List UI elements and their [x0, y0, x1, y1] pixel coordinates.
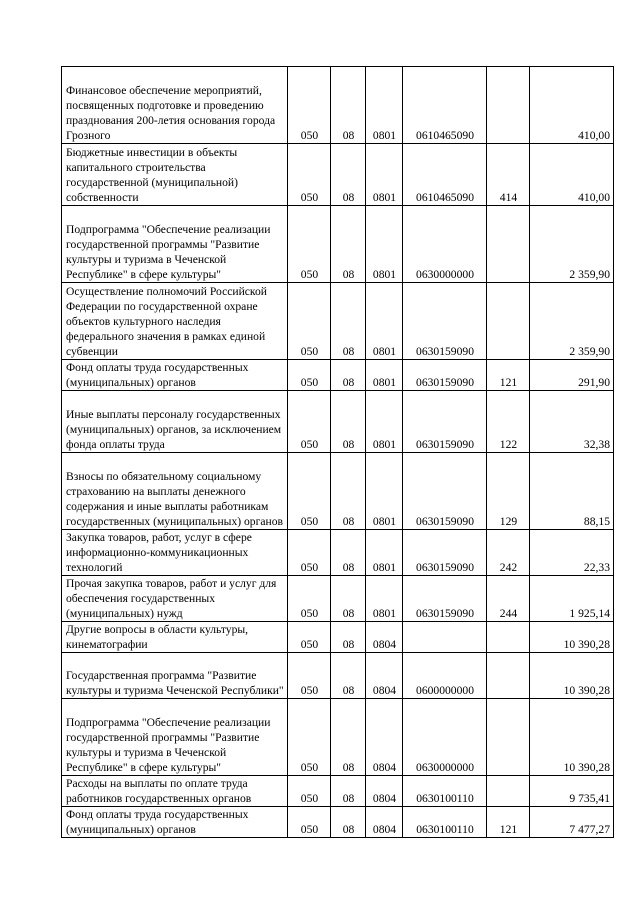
section-code-cell: 08 — [331, 576, 366, 622]
row-name-cell: Иные выплаты персоналу государственных (муниципальных) органов, за исключением фонда оплаты труда — [62, 391, 288, 453]
subsection-code-cell: 0801 — [366, 391, 403, 453]
amount-cell: 10 390,28 — [530, 622, 614, 653]
subsection-code-cell: 0804 — [366, 653, 403, 699]
ministry-code-cell: 050 — [288, 283, 331, 360]
target-article-cell: 0630159090 — [403, 453, 487, 530]
amount-cell: 2 359,90 — [530, 206, 614, 283]
expense-type-cell: 122 — [487, 391, 530, 453]
budget-table — [61, 66, 614, 838]
amount-cell: 10 390,28 — [530, 699, 614, 776]
expense-type-cell — [487, 776, 530, 807]
section-code-cell: 08 — [331, 283, 366, 360]
expense-type-cell — [487, 206, 530, 283]
section-code-cell: 08 — [331, 453, 366, 530]
amount-cell: 7 477,27 — [530, 807, 614, 838]
expense-type-cell: 121 — [487, 807, 530, 838]
amount-cell: 32,38 — [530, 391, 614, 453]
ministry-code-cell: 050 — [288, 807, 331, 838]
target-article-cell: 0630159090 — [403, 360, 487, 391]
table-row — [62, 530, 614, 576]
target-article-cell: 0630100110 — [403, 776, 487, 807]
section-code-cell: 08 — [331, 360, 366, 391]
row-name-cell: Подпрограмма "Обеспечение реализации государственной программы "Развитие культуры и туризма в Чеченской Республике" в сфере культуры" — [62, 699, 288, 776]
row-name-cell: Государственная программа "Развитие культуры и туризма Чеченской Республики" — [62, 653, 288, 699]
row-name-cell: Финансовое обеспечение мероприятий, посвященных подготовке и проведению празднования 200-летия основания города Грозного — [62, 67, 288, 144]
subsection-code-cell: 0804 — [366, 776, 403, 807]
expense-type-cell — [487, 283, 530, 360]
target-article-cell: 0630000000 — [403, 699, 487, 776]
table-row — [62, 360, 614, 391]
table-row — [62, 206, 614, 283]
ministry-code-cell: 050 — [288, 699, 331, 776]
amount-cell: 291,90 — [530, 360, 614, 391]
expense-type-cell: 129 — [487, 453, 530, 530]
section-code-cell: 08 — [331, 206, 366, 283]
expense-type-cell: 244 — [487, 576, 530, 622]
table-row — [62, 144, 614, 206]
table-row — [62, 807, 614, 838]
expense-type-cell: 242 — [487, 530, 530, 576]
target-article-cell: 0630100110 — [403, 807, 487, 838]
ministry-code-cell: 050 — [288, 576, 331, 622]
row-name-cell: Подпрограмма "Обеспечение реализации государственной программы "Развитие культуры и туризма в Чеченской Республике" в сфере культуры" — [62, 206, 288, 283]
subsection-code-cell: 0801 — [366, 144, 403, 206]
row-name-cell: Фонд оплаты труда государственных (муниципальных) органов — [62, 360, 288, 391]
row-name-cell: Фонд оплаты труда государственных (муниципальных) органов — [62, 807, 288, 838]
row-name-cell: Закупка товаров, работ, услуг в сфере информационно-коммуникационных технологий — [62, 530, 288, 576]
amount-cell: 10 390,28 — [530, 653, 614, 699]
expense-type-cell: 414 — [487, 144, 530, 206]
row-name-cell: Бюджетные инвестиции в объекты капитального строительства государственной (муниципальной) собственности — [62, 144, 288, 206]
target-article-cell — [403, 622, 487, 653]
expense-type-cell: 121 — [487, 360, 530, 391]
row-name-cell: Взносы по обязательному социальному страхованию на выплаты денежного содержания и иные выплаты работникам государственных (муниципальных) органов — [62, 453, 288, 530]
ministry-code-cell: 050 — [288, 67, 331, 144]
amount-cell: 410,00 — [530, 67, 614, 144]
ministry-code-cell: 050 — [288, 391, 331, 453]
ministry-code-cell: 050 — [288, 360, 331, 391]
section-code-cell: 08 — [331, 622, 366, 653]
target-article-cell: 0600000000 — [403, 653, 487, 699]
expense-type-cell — [487, 653, 530, 699]
table-row — [62, 67, 614, 144]
section-code-cell: 08 — [331, 776, 366, 807]
ministry-code-cell: 050 — [288, 206, 331, 283]
row-name-cell: Расходы на выплаты по оплате труда работников государственных органов — [62, 776, 288, 807]
ministry-code-cell: 050 — [288, 530, 331, 576]
expense-type-cell — [487, 622, 530, 653]
amount-cell: 1 925,14 — [530, 576, 614, 622]
row-name-cell: Другие вопросы в области культуры, кинематографии — [62, 622, 288, 653]
amount-cell: 410,00 — [530, 144, 614, 206]
target-article-cell: 0630159090 — [403, 391, 487, 453]
ministry-code-cell: 050 — [288, 776, 331, 807]
table-row — [62, 653, 614, 699]
table-row — [62, 622, 614, 653]
row-name-cell: Осуществление полномочий Российской Федерации по государственной охране объектов культурного наследия федерального значения в рамках единой субвенции — [62, 283, 288, 360]
ministry-code-cell: 050 — [288, 653, 331, 699]
table-body — [62, 67, 614, 838]
target-article-cell: 0630159090 — [403, 283, 487, 360]
subsection-code-cell: 0801 — [366, 206, 403, 283]
expense-type-cell — [487, 699, 530, 776]
section-code-cell: 08 — [331, 699, 366, 776]
ministry-code-cell: 050 — [288, 144, 331, 206]
subsection-code-cell: 0801 — [366, 67, 403, 144]
subsection-code-cell: 0804 — [366, 807, 403, 838]
table-row — [62, 576, 614, 622]
subsection-code-cell: 0801 — [366, 576, 403, 622]
subsection-code-cell: 0801 — [366, 283, 403, 360]
section-code-cell: 08 — [331, 530, 366, 576]
table-row — [62, 776, 614, 807]
section-code-cell: 08 — [331, 391, 366, 453]
subsection-code-cell: 0804 — [366, 622, 403, 653]
subsection-code-cell: 0801 — [366, 360, 403, 391]
subsection-code-cell: 0804 — [366, 699, 403, 776]
amount-cell: 22,33 — [530, 530, 614, 576]
amount-cell: 9 735,41 — [530, 776, 614, 807]
target-article-cell: 0610465090 — [403, 144, 487, 206]
ministry-code-cell: 050 — [288, 622, 331, 653]
subsection-code-cell: 0801 — [366, 453, 403, 530]
target-article-cell: 0630159090 — [403, 530, 487, 576]
target-article-cell: 0630000000 — [403, 206, 487, 283]
section-code-cell: 08 — [331, 653, 366, 699]
table-row — [62, 283, 614, 360]
amount-cell: 2 359,90 — [530, 283, 614, 360]
section-code-cell: 08 — [331, 807, 366, 838]
table-row — [62, 699, 614, 776]
subsection-code-cell: 0801 — [366, 530, 403, 576]
section-code-cell: 08 — [331, 67, 366, 144]
table-row — [62, 453, 614, 530]
row-name-cell: Прочая закупка товаров, работ и услуг для обеспечения государственных (муниципальных) нужд — [62, 576, 288, 622]
target-article-cell: 0610465090 — [403, 67, 487, 144]
amount-cell: 88,15 — [530, 453, 614, 530]
table-row — [62, 391, 614, 453]
target-article-cell: 0630159090 — [403, 576, 487, 622]
expense-type-cell — [487, 67, 530, 144]
section-code-cell: 08 — [331, 144, 366, 206]
ministry-code-cell: 050 — [288, 453, 331, 530]
